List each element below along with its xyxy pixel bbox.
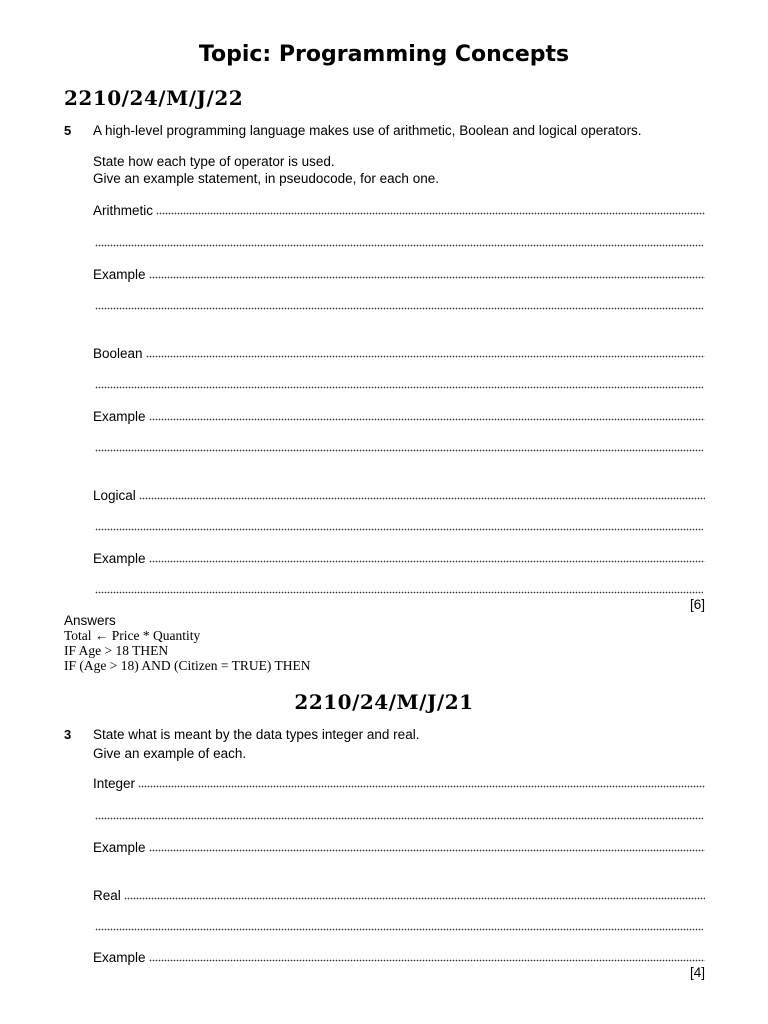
- answer-line-example-logical[interactable]: [93, 549, 705, 566]
- dotted-line: [149, 560, 705, 563]
- answer-line-1: Total ← Price * Quantity: [64, 628, 201, 643]
- dotted-line: [139, 497, 705, 500]
- answer-line-arithmetic[interactable]: [93, 201, 705, 218]
- answer-label-logical: Logical: [93, 488, 136, 503]
- answer-label-example: Example: [93, 409, 146, 424]
- dotted-line: [95, 307, 703, 310]
- answer-label-integer: Integer: [93, 776, 136, 791]
- dotted-line: [95, 528, 703, 531]
- answer-line-example-boolean[interactable]: [93, 407, 705, 424]
- answer-label-example: Example: [93, 551, 146, 566]
- instruction-line-2: Give an example statement, in pseudocode, for each one.: [93, 171, 439, 186]
- answer-label-example: Example: [93, 267, 146, 282]
- answer-line-2: IF Age > 18 THEN: [64, 643, 169, 658]
- answer-line-real[interactable]: [93, 886, 705, 903]
- answers-heading: Answers: [64, 613, 116, 628]
- answer-line-3: IF (Age > 18) AND (Citizen = TRUE) THEN: [64, 658, 311, 673]
- answer-line-example-integer[interactable]: [93, 838, 705, 855]
- dotted-line: [146, 355, 705, 358]
- dotted-line: [95, 449, 703, 452]
- dotted-line: [156, 212, 705, 215]
- answer-line-continuation[interactable]: [95, 917, 703, 934]
- dotted-line: [95, 244, 703, 247]
- marks-total-2: [4]: [689, 965, 705, 980]
- marks-total-1: [6]: [689, 597, 705, 612]
- dotted-line: [95, 591, 703, 594]
- dotted-line: [95, 928, 703, 931]
- dotted-line: [95, 817, 703, 820]
- answer-line-continuation[interactable]: [95, 233, 703, 250]
- dotted-line: [149, 849, 705, 852]
- answer-line-integer[interactable]: [93, 774, 705, 791]
- answer-line-logical[interactable]: [93, 486, 705, 503]
- answer-label-real: Real: [93, 888, 121, 903]
- answer-line-continuation[interactable]: [95, 580, 703, 597]
- answer-line-continuation[interactable]: [95, 296, 703, 313]
- answer-label-example: Example: [93, 950, 146, 965]
- instruction-line-1: State how each type of operator is used.: [93, 154, 335, 169]
- page-title: Topic: Programming Concepts: [198, 42, 570, 67]
- dotted-line: [138, 785, 705, 788]
- answer-line-example-real[interactable]: [93, 948, 705, 965]
- answer-line-continuation[interactable]: [95, 375, 703, 392]
- dotted-line: [149, 418, 705, 421]
- dotted-line: [149, 276, 705, 279]
- question-number-5: 5: [64, 123, 72, 138]
- answer-label-boolean: Boolean: [93, 346, 143, 361]
- dotted-line: [95, 386, 703, 389]
- paper-code-2: 2210/24/M/J/21: [294, 690, 474, 714]
- question-number-3: 3: [64, 727, 72, 742]
- paper-code-1: 2210/24/M/J/22: [64, 86, 244, 110]
- answer-line-continuation[interactable]: [95, 517, 703, 534]
- question-text-5: A high-level programming language makes use of arithmetic, Boolean and logical operators.: [93, 123, 642, 138]
- answer-line-continuation[interactable]: [95, 806, 703, 823]
- dotted-line: [149, 959, 705, 962]
- question-text-3: State what is meant by the data types integer and real.: [93, 727, 420, 742]
- answer-line-example-arithmetic[interactable]: [93, 265, 705, 282]
- answer-line-continuation[interactable]: [95, 438, 703, 455]
- instruction-line: Give an example of each.: [93, 746, 247, 761]
- answer-label-arithmetic: Arithmetic: [93, 203, 154, 218]
- dotted-line: [124, 897, 705, 900]
- answer-label-example: Example: [93, 840, 146, 855]
- answer-line-boolean[interactable]: [93, 344, 705, 361]
